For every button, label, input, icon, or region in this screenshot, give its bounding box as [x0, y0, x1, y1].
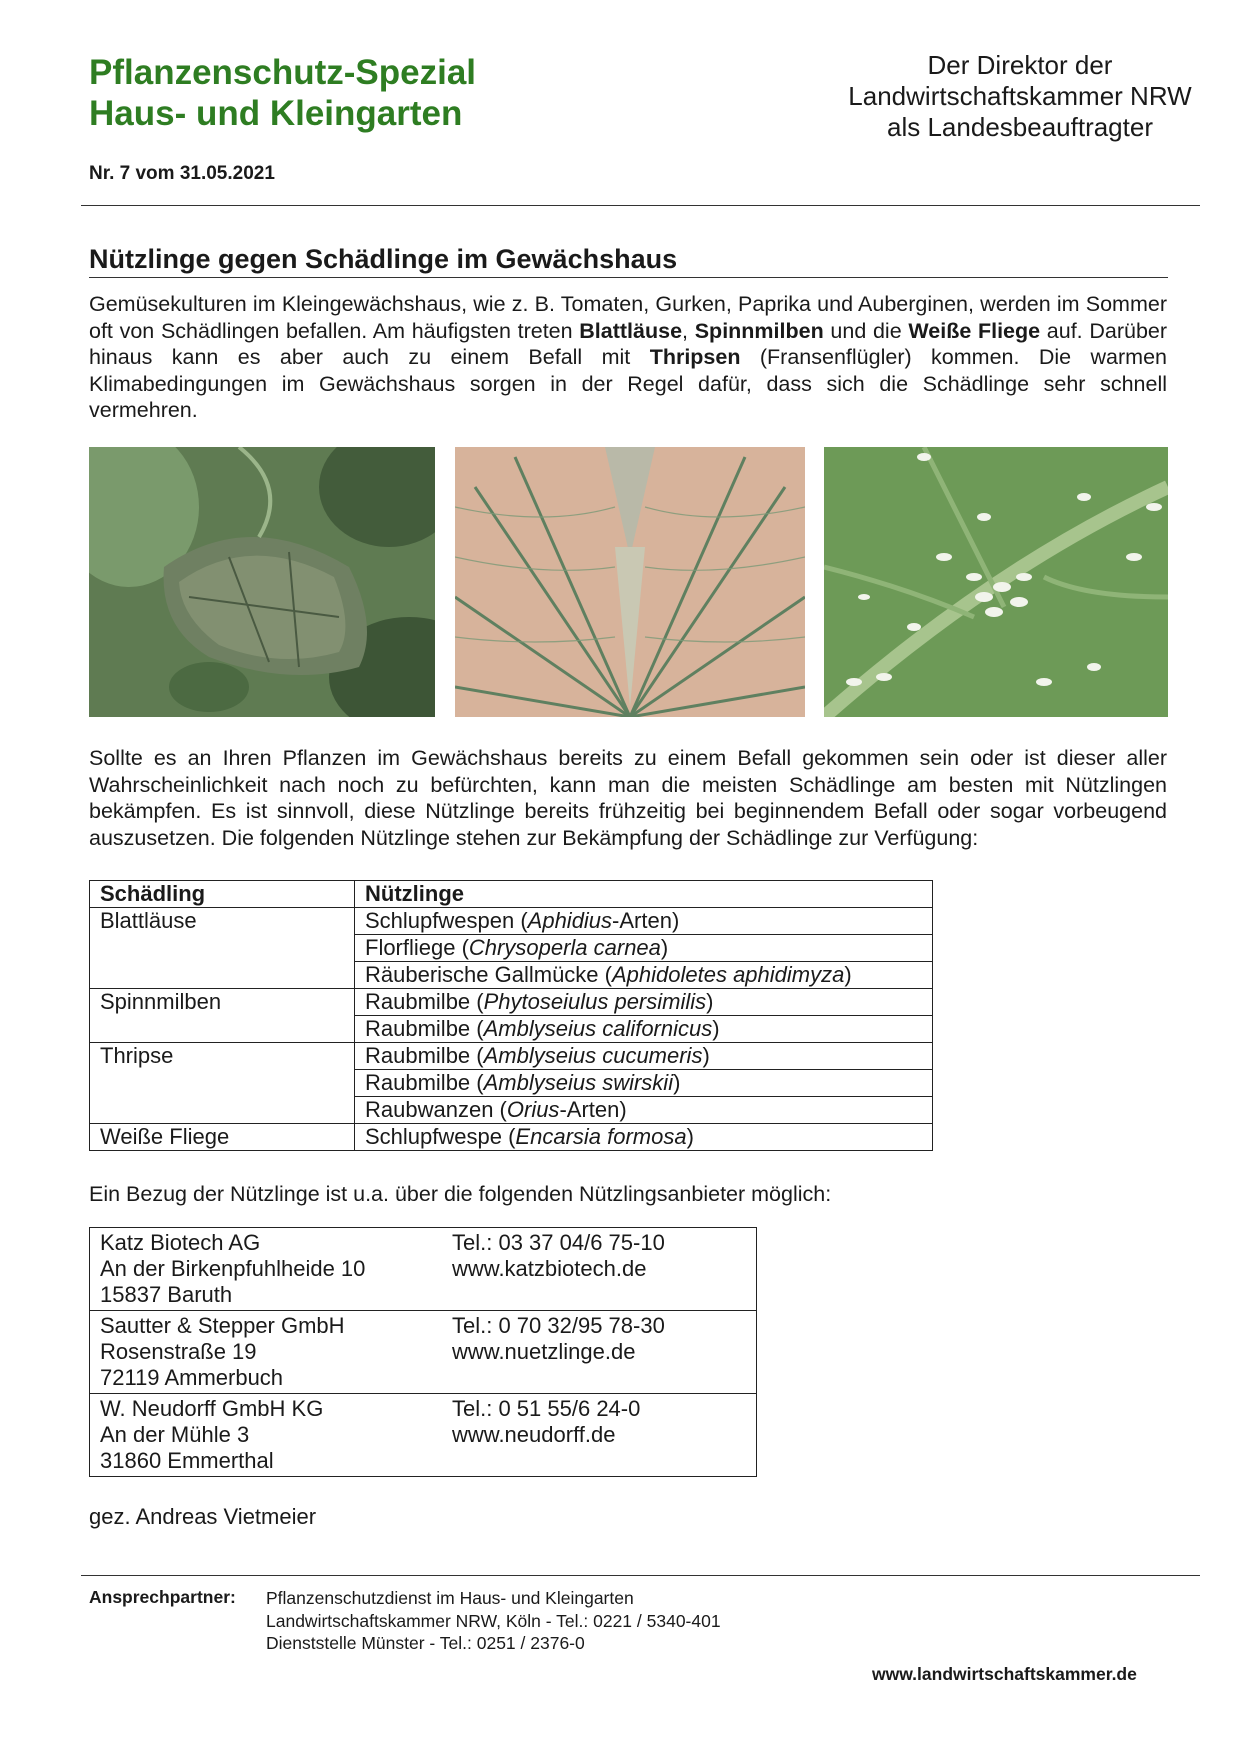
- table-row: [90, 1228, 757, 1311]
- footer-website-link[interactable]: www.landwirtschaftskammer.de: [872, 1664, 1137, 1684]
- supplier-contact: [442, 1394, 757, 1477]
- contact-label: Ansprechpartner:: [89, 1587, 236, 1607]
- newsletter-title: [89, 52, 476, 134]
- photo-spider-mite-leaf: [455, 447, 805, 717]
- beneficial-cell: Raubmilbe (Amblyseius swirskii): [355, 1070, 933, 1097]
- table-row: [90, 1124, 933, 1151]
- pest-cell: Spinnmilben: [90, 989, 355, 1043]
- section-title: Nützlinge gegen Schädlinge im Gewächshaus: [89, 244, 678, 274]
- supplier-city: 31860 Emmerthal: [100, 1448, 274, 1473]
- supplier-contact: [442, 1311, 757, 1394]
- table-row: [90, 1311, 757, 1394]
- photo-aphid-damaged-leaf: [89, 447, 435, 717]
- pest-beneficial-table: [89, 880, 933, 1151]
- contact-line-1: Pflanzenschutzdienst im Haus- und Kleingarten: [266, 1588, 634, 1608]
- section-title-underline: [89, 277, 1168, 278]
- contact-line-2: Landwirtschaftskammer NRW, Köln - Tel.: 0221 / 5340-401: [266, 1610, 721, 1631]
- table-row: [90, 989, 933, 1016]
- beneficial-cell: Räuberische Gallmücke (Aphidoletes aphidimyza): [355, 962, 933, 989]
- supplier-phone: Tel.: 03 37 04/6 75-10: [452, 1230, 665, 1255]
- header-pest: Schädling: [90, 881, 355, 908]
- issue-number: Nr. 7 vom 31.05.2021: [89, 163, 275, 184]
- pest-cell: Blattläuse: [90, 908, 355, 989]
- supplier-phone: Tel.: 0 51 55/6 24-0: [452, 1396, 641, 1421]
- supplier-name: Katz Biotech AG: [100, 1230, 261, 1255]
- supplier-website[interactable]: www.katzbiotech.de: [452, 1256, 647, 1281]
- title-line-2: Haus- und Kleingarten: [89, 94, 463, 133]
- supplier-contact: [442, 1228, 757, 1311]
- recommendation-paragraph: Sollte es an Ihren Pflanzen im Gewächshaus bereits zu einem Befall gekommen sein oder ist dieser aller Wahrscheinlichkeit nach noch zu befürchten, kann man die meisten Schädlinge am besten mit Nützlingen bekämpfen. Es ist sinnvoll, diese Nützlinge bereits frühzeitig bei beginnendem Befall oder sogar vorbeugend auszusetzen. Die folgenden Nützlinge stehen zur Bekämpfung der Schädlinge zur Verfügung:: [89, 746, 1167, 850]
- supplier-address: [90, 1311, 443, 1394]
- beneficial-cell: Raubwanzen (Orius-Arten): [355, 1097, 933, 1124]
- table-header-row: [90, 881, 933, 908]
- title-line-1: Pflanzenschutz-Spezial: [89, 53, 477, 92]
- table-row: [90, 1394, 757, 1477]
- beneficial-cell: Schlupfwespe (Encarsia formosa): [355, 1124, 933, 1151]
- table-row: [90, 1043, 933, 1070]
- director-block: [820, 50, 1220, 143]
- supplier-street: An der Birkenpfuhlheide 10: [100, 1256, 366, 1281]
- supplier-address: [90, 1394, 443, 1477]
- director-line-1: Der Direktor der: [927, 50, 1113, 80]
- supplier-name: W. Neudorff GmbH KG: [100, 1396, 324, 1421]
- supplier-intro: Ein Bezug der Nützlinge ist u.a. über die folgenden Nützlingsanbieter möglich:: [89, 1182, 832, 1206]
- contact-details: [266, 1587, 721, 1655]
- footer-divider: [81, 1575, 1200, 1576]
- supplier-name: Sautter & Stepper GmbH: [100, 1313, 345, 1338]
- header-beneficials: Nützlinge: [355, 881, 933, 908]
- supplier-website[interactable]: www.neudorff.de: [452, 1422, 616, 1447]
- pest-cell: Weiße Fliege: [90, 1124, 355, 1151]
- contact-line-3: Dienststelle Münster - Tel.: 0251 / 2376-0: [266, 1633, 585, 1653]
- beneficial-cell: Florfliege (Chrysoperla carnea): [355, 935, 933, 962]
- supplier-phone: Tel.: 0 70 32/95 78-30: [452, 1313, 665, 1338]
- header-divider: [81, 205, 1200, 206]
- director-line-3: als Landesbeauftragter: [887, 112, 1153, 142]
- beneficial-cell: Raubmilbe (Amblyseius californicus): [355, 1016, 933, 1043]
- supplier-street: Rosenstraße 19: [100, 1339, 257, 1364]
- supplier-website[interactable]: www.nuetzlinge.de: [452, 1339, 636, 1364]
- director-line-2: Landwirtschaftskammer NRW: [848, 81, 1192, 111]
- beneficial-cell: Raubmilbe (Amblyseius cucumeris): [355, 1043, 933, 1070]
- supplier-address: [90, 1228, 443, 1311]
- beneficial-cell: Schlupfwespen (Aphidius-Arten): [355, 908, 933, 935]
- supplier-street: An der Mühle 3: [100, 1422, 250, 1447]
- supplier-city: 72119 Ammerbuch: [100, 1365, 284, 1390]
- photo-whitefly-leaf: [824, 447, 1168, 717]
- intro-paragraph: Gemüsekulturen im Kleingewächshaus, wie z. B. Tomaten, Gurken, Paprika und Auberginen, werden im Sommer oft von Schädlingen befallen. Am häufigsten treten Blattläuse, Spinnmilben und die Weiße Fliege auf. Darüber hinaus kann es aber auch zu einem Befall mit Thripsen (Fransenflügler) kommen. Die warmen Klimabedingungen im Gewächshaus sorgen in der Regel dafür, dass sich die Schädlinge sehr schnell vermehren.: [89, 292, 1168, 422]
- supplier-table: [89, 1227, 757, 1477]
- beneficial-cell: Raubmilbe (Phytoseiulus persimilis): [355, 989, 933, 1016]
- table-row: [90, 908, 933, 935]
- signature: gez. Andreas Vietmeier: [89, 1504, 317, 1529]
- supplier-city: 15837 Baruth: [100, 1282, 233, 1307]
- pest-cell: Thripse: [90, 1043, 355, 1124]
